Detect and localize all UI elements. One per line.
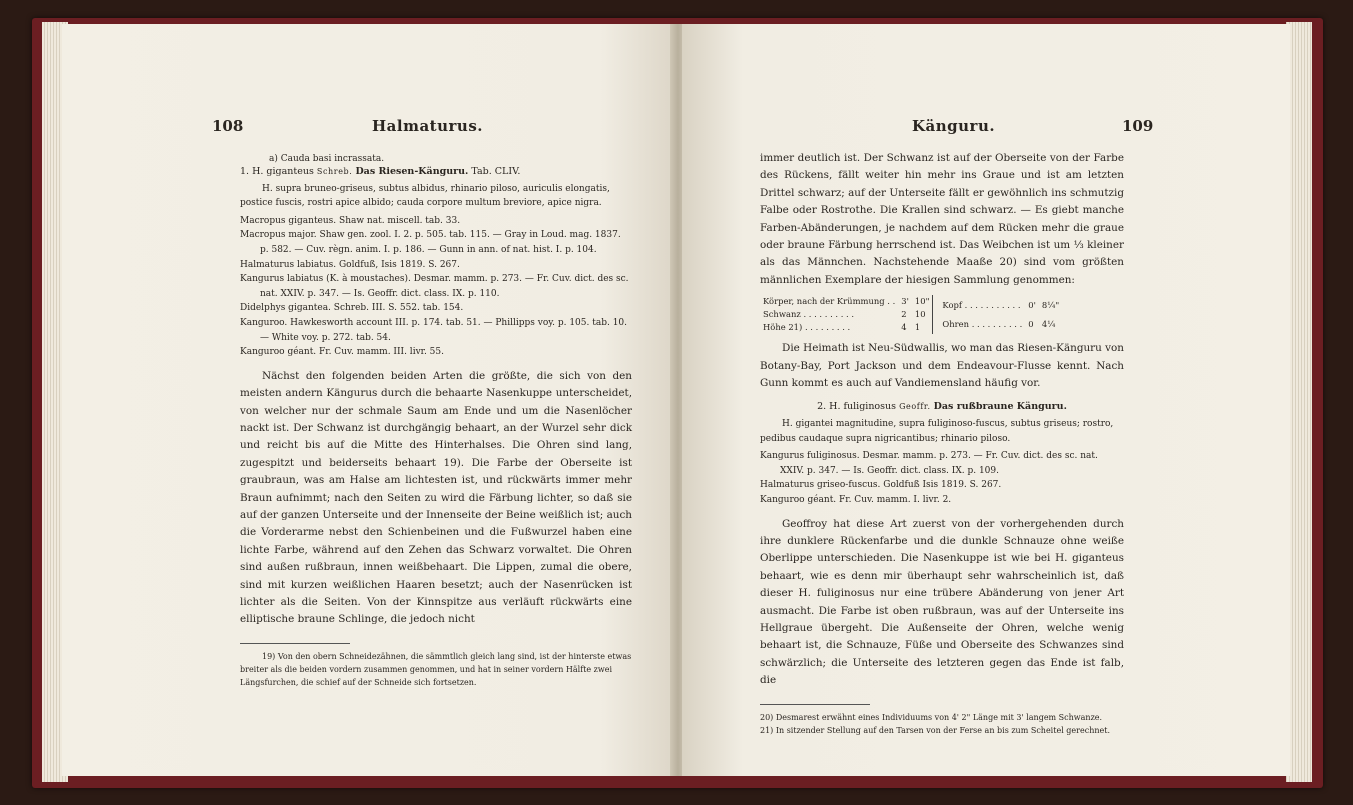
- measure-row: [939, 295, 1062, 315]
- page-number-left: 108: [212, 117, 244, 135]
- synonym-item: Macropus major. Shaw gen. zool. I. 2. p. 505. tab. 115. — Gray in Loud. mag. 1837. p. 582. — Cuv. règn. anim. I. p. 186. — Gunn in ann. of nat. hist. I. p. 104.: [240, 230, 621, 255]
- synonym2-list: [760, 449, 1124, 507]
- synonym-list: [240, 214, 632, 360]
- synonym-item: Kangurus fuliginosus. Desmar. mamm. p. 273. — Fr. Cuv. dict. des sc. nat. XXIV. p. 347. — Is. Geoffr. dict. class. IX. p. 109.: [760, 451, 1098, 476]
- measure-row: [760, 321, 933, 334]
- synonym-item: Halmaturus griseo-fuscus. Goldfuß Isis 1819. S. 267.: [760, 480, 1002, 491]
- description2-paragraph: Geoffroy hat diese Art zuerst von der vorhergehenden durch ihre dunklere Rückenfarbe und die dunkle Schnauze ohne weiße Oberlippe unterschieden. Die Nasenkuppe ist wie bei H. giganteus behaart, wie es denn mir überhaupt sehr wahrscheinlich ist, daß dieser H. fuliginosus nur eine trübere Abänderung von jener Art ausmacht. Die Farbe ist oben rußbraun, was auf der Unterseite ins Hellgraue übergeht. Die Außenseite der Ohren, welche wenig behaart ist, die Schnauze, Füße und Oberseite des Schwanzes sind schwärzlich; die Unterseite des letzteren gegen das Ende ist falb, die: [760, 517, 1124, 687]
- measure-in: 4¼: [1041, 319, 1056, 329]
- synonym-item: Macropus giganteus. Shaw nat. miscell. tab. 33.: [240, 215, 461, 226]
- synonym-item: Kanguroo. Hawkesworth account III. p. 174. tab. 51. — Phillipps voy. p. 105. tab. 10. — White voy. p. 272. tab. 54.: [240, 317, 628, 343]
- measure-label: Körper, nach der Krümmung . .: [763, 296, 896, 307]
- diagnosis: H. supra bruneo-griseus, subtus albidus, rhinario piloso, auriculis elongatis, postice fuscis, rostri apice albido; cauda corpore multum breviore, apice nigra.: [240, 183, 610, 209]
- footnote-21: 21) In sitzender Stellung auf den Tarsen von der Ferse an bis zum Scheitel gerechnet.: [760, 725, 1110, 735]
- measure-label: Kopf . . . . . . . . . . .: [942, 299, 1021, 310]
- measure-in: 8¼": [1041, 299, 1060, 310]
- measure-in: 1: [914, 322, 921, 333]
- measure-ft: 0': [1028, 299, 1036, 310]
- running-head-right: Känguru.: [912, 117, 996, 135]
- measure-label: Ohren . . . . . . . . . .: [942, 319, 1023, 329]
- entry-german-name: Das Riesen-Känguru.: [355, 166, 469, 177]
- habitat-paragraph: Die Heimath ist Neu-Südwallis, wo man das Riesen-Känguru von Botany-Bay, Port Jackson und dem Endeavour-Flusse kennt. Nach Gunn kommt es auch auf Vandiemensland häufig vor.: [760, 342, 1124, 390]
- entry-title: [240, 165, 632, 180]
- entry-author: Schreb.: [316, 167, 353, 176]
- description-paragraph: Nächst den folgenden beiden Arten die größte, die sich von den meisten andern Kängurus durch die behaarte Nasenkuppe unterscheidet, von welcher nur der schmale Saum am Ende und um die Nasenlöcher nackt ist. Der Schwanz ist durchgängig behaart, an der Wurzel sehr dick und reicht bis auf die Mitte des Hinterhalses. Die Ohren sind lang, zugespitzt und beiderseits behaart 19). Die Farbe der Oberseite ist graubraun, was am Halse am lichtesten ist, und rückwärts immer mehr Braun aufnimmt; nach den Seiten zu wird die Färbung lichter, so daß sie auf der ganzen Unterseite und der Innenseite der Beine weißlich ist; auch die Vorderarme nebst den Schienbeinen und die Fußwurzel haben eine lichte Farbe, während auf den Zehen das Schwarz vorwaltet. Die Ohren sind außen rußbraun, innen weißbehaart. Die Lippen, zumal die obere, sind mit kurzen weißlichen Haaren besetzt; auch der Nasenrücken ist lichter als die Seiten. Von der Kinnspitze aus verläuft rückwärts eine elliptische braune Schlinge, die jedoch nicht: [240, 369, 632, 626]
- measurements-right: [939, 295, 1062, 334]
- measure-row: [760, 295, 933, 308]
- description-continued: immer deutlich ist. Der Schwanz ist auf der Oberseite von der Farbe des Rückens, fällt weiter hin mehr ins Graue und ist am letzten Drittel schwarz; auf der Unterseite fällt er gewöhnlich ins schmutzig Falbe oder Rostrothe. Die Krallen sind schwarz. — Es giebt manche Farben-Abänderungen, je nachdem auf dem Rücken mehr die graue oder braune Färbung herrschend ist. Das Weibchen ist um ⅓ kleiner als das Männchen. Nachstehende Maaße 20) sind vom größten männlichen Exemplare der hiesigen Sammlung genommen:: [760, 152, 1124, 286]
- running-head-left: Halmaturus.: [372, 117, 483, 135]
- entry2-species-name: 2. H. fuliginosus: [817, 401, 897, 413]
- entry-species-name: 1. H. giganteus: [240, 166, 314, 177]
- entry-plate: Tab. CLIV.: [471, 166, 521, 177]
- measurements-left: [760, 295, 933, 334]
- synonym-item: Didelphys gigantea. Schreb. III. S. 552. tab. 154.: [240, 303, 464, 314]
- entry2-author: Geoffr.: [899, 402, 931, 412]
- footnote-rule: [240, 643, 350, 644]
- page-number-right: 109: [1122, 117, 1154, 135]
- synonym-item: Kanguroo géant. Fr. Cuv. mamm. III. livr. 55.: [240, 347, 444, 358]
- measure-ft: 3': [901, 296, 909, 307]
- measurements-table: [760, 295, 1124, 334]
- footnote-rule: [760, 704, 870, 705]
- footnote-19: 19) Von den obern Schneidezähnen, die sämmtlich gleich lang sind, ist der hinterste etwas breiter als die beiden vordern zusammen genommen, und hat in seiner vordern Hälfte zwei Längsfurchen, die schief auf der Schneide sich fortsetzen.: [240, 651, 632, 687]
- synonym-item: Kangurus labiatus (K. à moustaches). Desmar. mamm. p. 273. — Fr. Cuv. dict. des sc. nat. XXIV. p. 347. — Is. Geoffr. dict. class. IX. p. 110.: [240, 274, 629, 299]
- diagnosis2: H. gigantei magnitudine, supra fuliginoso-fuscus, subtus griseus; rostro, pedibus caudaque supra nigricantibus; rhinario piloso.: [760, 419, 1114, 444]
- measure-in: 10: [914, 309, 926, 320]
- synonym-item: Halmaturus labiatus. Goldfuß, Isis 1819. S. 267.: [240, 259, 460, 270]
- measure-in: 10": [914, 296, 930, 307]
- measure-ft: 4: [901, 322, 907, 333]
- measure-label: Höhe 21) . . . . . . . . .: [763, 322, 851, 333]
- synonym-item: Kanguroo géant. Fr. Cuv. mamm. I. livr. 2.: [760, 495, 952, 506]
- right-page: [682, 24, 1290, 776]
- measure-row: [939, 315, 1062, 335]
- right-text-block: [760, 150, 1124, 737]
- measure-row: [760, 308, 933, 321]
- subsection-label: a) Cauda basi incrassata.: [269, 154, 385, 164]
- measure-label: Schwanz . . . . . . . . . .: [763, 309, 855, 320]
- left-page: [62, 24, 674, 776]
- footnote-20: 20) Desmarest erwähnt eines Individuums von 4' 2" Länge mit 3' langem Schwanze.: [760, 712, 1103, 722]
- entry2-german-name: Das rußbraune Känguru.: [933, 401, 1067, 413]
- left-text-block: [240, 165, 632, 689]
- measure-ft: 0: [1028, 319, 1034, 329]
- measure-ft: 2: [901, 309, 907, 320]
- entry2-title: [760, 400, 1124, 415]
